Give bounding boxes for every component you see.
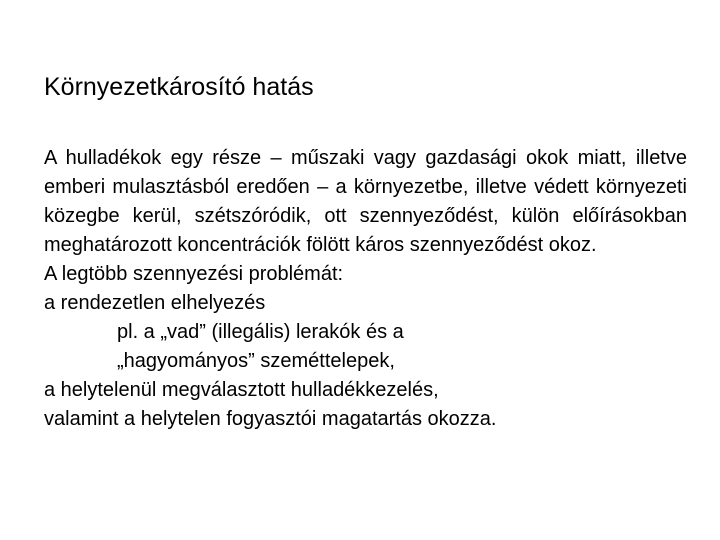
slide-title: Környezetkárosító hatás <box>44 73 314 101</box>
text-line: A legtöbb szennyezési problémát: <box>44 263 344 285</box>
text-line: a rendezetlen elhelyezés <box>44 292 266 314</box>
indented-line: „hagyományos” szeméttelepek, <box>117 350 395 372</box>
text-line: a helytelenül megválasztott hulladékkezelés, <box>44 379 439 401</box>
intro-paragraph: A hulladékok egy része – műszaki vagy gazdasági okok miatt, illetve emberi mulasztásból eredően – a környezetbe, illetve védett környezeti közegbe kerül, szétszóródik, ott szennyeződést, külön előírásokban meghatározott koncentrációk fölött káros szennyeződést okoz. <box>44 147 687 256</box>
slide-body <box>44 144 687 434</box>
indented-line: pl. a „vad” (illegális) lerakók és a <box>117 321 404 343</box>
text-line: valamint a helytelen fogyasztói magatartás okozza. <box>44 408 497 430</box>
